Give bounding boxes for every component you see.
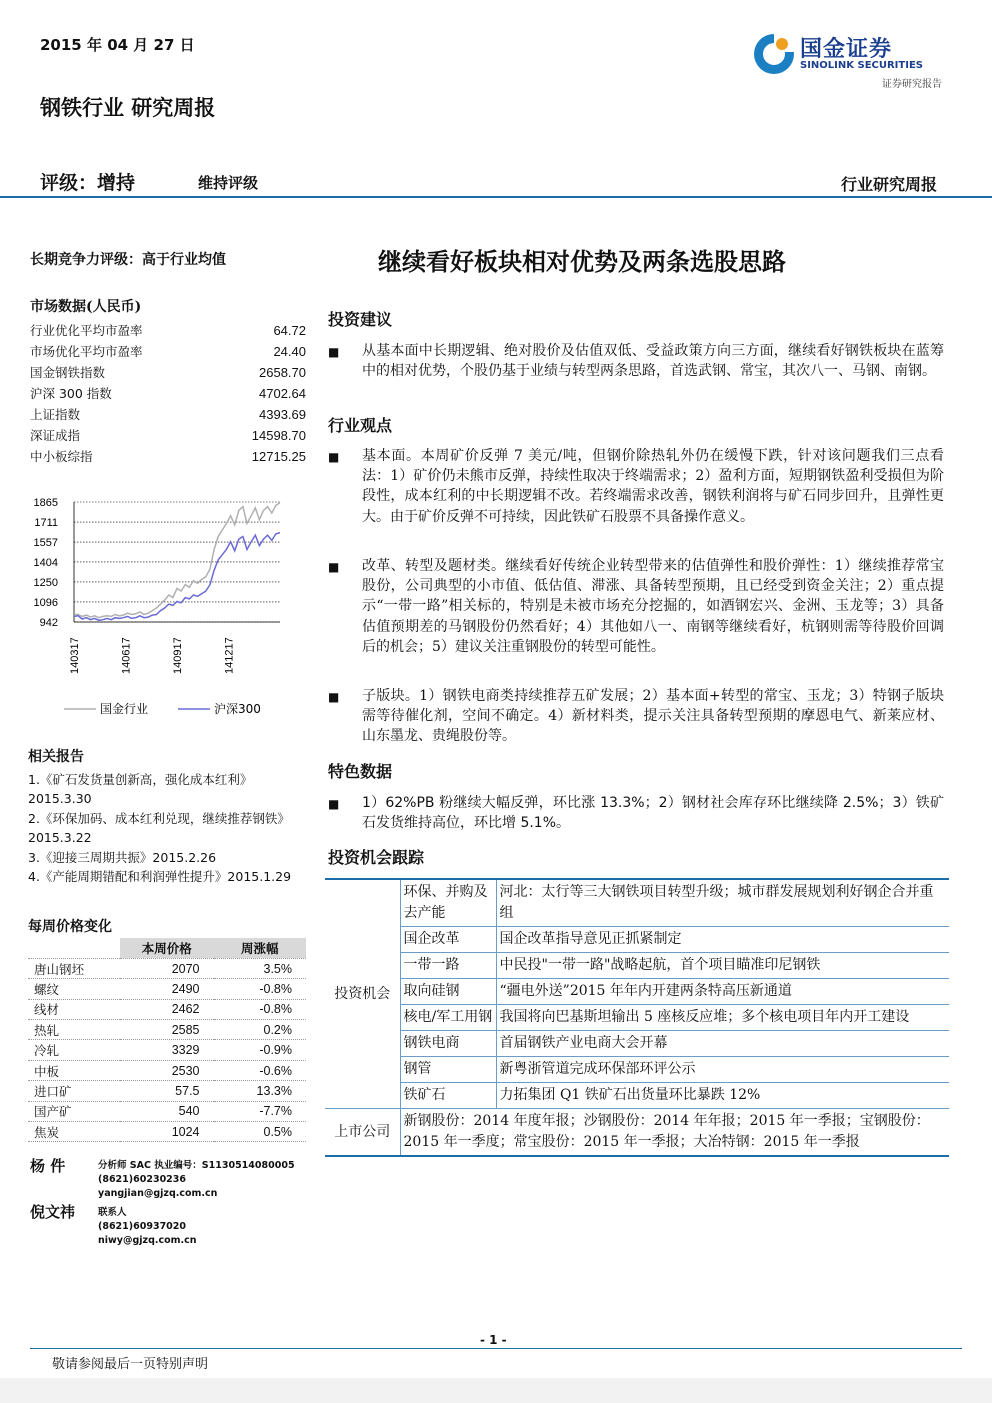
market-label: 行业优化平均市盈率 (30, 323, 143, 338)
market-row (30, 446, 306, 467)
related-item[interactable]: 1.《矿石发货量创新高，强化成本红利》2015.3.30 (28, 771, 253, 806)
index-chart (30, 490, 310, 730)
opportunity-topic: 一带一路 (400, 953, 496, 979)
market-label: 市场优化平均市盈率 (30, 344, 143, 359)
analyst-cert: 分析师 SAC 执业编号：S1130514080005 (98, 1160, 295, 1171)
analyst-name: 倪文祎 (30, 1203, 76, 1221)
opportunity-row (325, 1057, 949, 1083)
market-rows (30, 320, 306, 467)
market-value: 24.40 (273, 344, 306, 359)
related-item[interactable]: 3.《迎接三周期共振》2015.2.26 (28, 849, 217, 865)
price-row (28, 1040, 306, 1060)
y-tick-label: 1557 (33, 537, 58, 550)
price-item-name: 唐山钢坯 (28, 958, 120, 978)
price-value: 2530 (120, 1060, 214, 1080)
market-value: 4393.69 (259, 407, 306, 422)
header-divider (0, 196, 992, 198)
price-change: -0.9% (214, 1040, 306, 1060)
opportunity-detail: 新粤浙管道完成环保部环评公示 (496, 1057, 949, 1083)
listed-company-group: 上市公司 (325, 1109, 400, 1157)
market-value: 14598.70 (251, 428, 306, 443)
opportunity-topic: 环保、并购及去产能 (400, 879, 496, 927)
special-paragraph: 1）62%PB 粉继续大幅反弹，环比涨 13.3%；2）钢材社会库存环比继续降 2.5%；3）铁矿石发货维持高位，环比增 5.1%。 (362, 795, 944, 832)
view-paragraph-2: 改革、转型及题材类。继续看好传统企业转型带来的估值弹性和股价弹性：1）继续推荐常宝股份，公司典型的小市值、低估值、滞涨、具备转型预期，且已经受到资金关注；2）重点提示“一带一路”相关标的，特别是未被市场充分挖掘的，如酒钢宏兴、金洲、玉龙等；3）具备估值预期差的马钢股份仍然看好；4）其他如八一、南钢等继续看好，杭钢则需等待股价回调后的机会；5）建议关注重钢股份的转型可能性。 (362, 558, 944, 655)
price-heading: 每周价格变化 (28, 919, 112, 935)
opportunity-detail: 国企改革指导意见正抓紧制定 (496, 927, 949, 953)
price-row (28, 1081, 306, 1101)
y-tick-label: 1404 (33, 556, 58, 569)
price-change: -7.7% (214, 1101, 306, 1121)
opportunity-detail: 我国将向巴基斯坦输出 5 座核反应堆；多个核电项目年内开工建设 (496, 1005, 949, 1031)
series-line (74, 533, 280, 621)
price-item-name: 热轧 (28, 1020, 120, 1040)
opportunity-row (325, 979, 949, 1005)
main-title: 继续看好板块相对优势及两条选股思路 (378, 247, 786, 276)
listed-company-row (325, 1109, 949, 1157)
market-label: 中小板综指 (30, 449, 93, 464)
price-row (28, 958, 306, 978)
x-tick-label: 141217 (223, 637, 236, 674)
x-tick-label: 140917 (172, 637, 184, 674)
brand-logo (752, 30, 942, 92)
track-heading: 投资机会跟踪 (328, 848, 425, 867)
y-tick-label: 1865 (33, 497, 58, 509)
price-col-blank (28, 938, 120, 958)
price-row (28, 1060, 306, 1080)
bullet-icon: ■ (328, 690, 340, 704)
market-row (30, 320, 306, 341)
market-label: 深证成指 (30, 428, 81, 443)
market-row (30, 425, 306, 446)
price-row (28, 999, 306, 1019)
market-row (30, 362, 306, 383)
price-col-change: 周涨幅 (214, 938, 306, 958)
price-item-name: 国产矿 (28, 1101, 120, 1121)
price-row (28, 1101, 306, 1121)
opportunity-group: 投资机会 (325, 879, 400, 1109)
opportunity-row (325, 953, 949, 979)
analyst-name: 杨 件 (30, 1157, 66, 1175)
related-heading: 相关报告 (28, 749, 84, 765)
opportunity-topic: 取向硅钢 (400, 979, 496, 1005)
opportunity-topic: 钢铁电商 (400, 1031, 496, 1057)
brand-name-cn: 国金证券 (800, 37, 893, 62)
y-tick-label: 942 (39, 617, 58, 629)
price-change: 0.5% (214, 1122, 306, 1142)
opportunity-table (325, 878, 949, 1157)
opportunity-topic: 国企改革 (400, 927, 496, 953)
price-value: 2490 (120, 979, 214, 999)
market-label: 上证指数 (30, 407, 81, 422)
rating-keep: 维持评级 (198, 174, 259, 192)
opportunity-topic: 核电/军工用钢 (400, 1005, 496, 1031)
long-term-rating: 长期竞争力评级：高于行业均值 (30, 252, 226, 268)
market-label: 国金钢铁指数 (30, 365, 106, 380)
opportunity-detail: 中民投"一带一路"战略起航，首个项目瞄准印尼钢铁 (496, 953, 949, 979)
sector-title: 钢铁行业 研究周报 (40, 95, 216, 120)
price-change: 0.2% (214, 1020, 306, 1040)
price-value: 3329 (120, 1040, 214, 1060)
market-row (30, 383, 306, 404)
market-value: 4702.64 (259, 386, 306, 401)
market-value: 64.72 (273, 323, 306, 338)
bullet-icon: ■ (328, 797, 340, 811)
price-item-name: 线材 (28, 999, 120, 1019)
page-number: - 1 - (480, 1333, 507, 1347)
price-value: 2070 (120, 958, 214, 978)
opportunity-detail: “疆电外送”2015 年年内开建两条特高压新通道 (496, 979, 949, 1005)
related-reports (28, 748, 304, 887)
price-change: 13.3% (214, 1081, 306, 1101)
price-item-name: 冷轧 (28, 1040, 120, 1060)
bullet-icon: ■ (328, 450, 340, 464)
price-value: 57.5 (120, 1081, 214, 1101)
market-data (30, 296, 306, 467)
price-item-name: 螺纹 (28, 979, 120, 999)
footer-note: 敬请参阅最后一页特别声明 (52, 1357, 209, 1372)
related-item[interactable]: 2.《环保加码、成本红利兑现，继续推荐钢铁》2015.3.22 (28, 810, 290, 845)
analyst-2 (30, 1201, 75, 1222)
analyst-phone: (8621)60230236 (98, 1174, 187, 1185)
series-line (74, 503, 280, 618)
opportunity-detail: 首届钢铁产业电商大会开幕 (496, 1031, 949, 1057)
invest-heading: 投资建议 (328, 310, 393, 329)
view-paragraph-3: 子版块。1）钢铁电商类持续推荐五矿发展；2）基本面+转型的常宝、玉龙；3）特钢子版块需等待催化剂，空间不确定。4）新材料类，提示关注具备转型预期的摩恩电气、新莱应材、山东墨龙、贵绳股份等。 (362, 688, 944, 745)
market-row (30, 404, 306, 425)
opportunity-row (325, 927, 949, 953)
market-value: 12715.25 (251, 449, 306, 464)
y-tick-label: 1250 (33, 576, 58, 589)
analyst-phone: (8621)60937020 (98, 1221, 187, 1232)
x-tick-label: 140617 (120, 637, 133, 674)
x-tick-label: 140317 (69, 637, 81, 674)
price-change: 3.5% (214, 958, 306, 978)
opportunity-topic: 钢管 (400, 1057, 496, 1083)
price-change: -0.6% (214, 1060, 306, 1080)
analyst-email[interactable]: yangjian@gjzq.com.cn (98, 1188, 218, 1199)
analyst-1-info (98, 1159, 295, 1201)
market-value: 2658.70 (259, 365, 306, 380)
price-item-name: 进口矿 (28, 1081, 120, 1101)
legend-label: 国金行业 (100, 702, 149, 716)
analyst-1 (30, 1155, 65, 1176)
market-label: 沪深 300 指数 (30, 386, 112, 401)
bullet-icon: ■ (328, 345, 340, 359)
analyst-role: 联系人 (98, 1207, 127, 1218)
market-row (30, 341, 306, 362)
opportunity-row (325, 1083, 949, 1109)
footer-divider (30, 1348, 962, 1349)
report-type: 行业研究周报 (840, 175, 937, 194)
listed-company-detail: 新钢股份：2014 年度年报；沙钢股份：2014 年年报；2015 年一季报；宝钢股份：2015 年一季度；常宝股份：2015 年一季报；大冶特钢：2015 年一季报 (400, 1109, 949, 1157)
price-item-name: 中板 (28, 1060, 120, 1080)
price-change: -0.8% (214, 979, 306, 999)
price-value: 2462 (120, 999, 214, 1019)
footer-band (0, 1378, 992, 1403)
price-value: 1024 (120, 1122, 214, 1142)
related-item[interactable]: 4.《产能周期错配和利润弹性提升》2015.1.29 (28, 869, 292, 884)
report-date: 2015 年 04 月 27 日 (40, 36, 195, 54)
analyst-email[interactable]: niwy@gjzq.com.cn (98, 1235, 197, 1246)
brand-name-en: SINOLINK SECURITIES (800, 60, 923, 71)
market-heading: 市场数据(人民币) (30, 299, 142, 315)
opportunity-row (325, 879, 949, 927)
price-value: 540 (120, 1101, 214, 1121)
invest-paragraph: 从基本面中长期逻辑、绝对股价及估值双低、受益政策方向三方面，继续看好钢铁板块在蓝筹中的相对优势，个股仍基于业绩与转型两条思路，首选武钢、常宝，其次八一、马钢、南钢。 (362, 343, 944, 380)
view-heading: 行业观点 (328, 416, 393, 435)
price-value: 2585 (120, 1020, 214, 1040)
opportunity-row (325, 1031, 949, 1057)
analyst-2-info (98, 1206, 197, 1248)
brand-logo-icon (752, 32, 796, 76)
price-change: -0.8% (214, 999, 306, 1019)
bullet-icon: ■ (328, 560, 340, 574)
view-paragraph-1: 基本面。本周矿价反弹 7 美元/吨，但钢价除热轧外仍在缓慢下跌，针对该问题我们三点看法：1）矿价仍未熊市反弹，持续性取决于终端需求；2）盈利方面，短期钢铁盈利受损但为阶段性，成本红利的中长期逻辑不改。若终端需求改善，钢铁利润将与矿石同步回升，且弹性更大。由于矿价反弹不可持续，因此铁矿石股票不具备操作意义。 (362, 448, 944, 525)
y-tick-label: 1096 (33, 596, 58, 609)
price-row (28, 1122, 306, 1142)
price-row (28, 1020, 306, 1040)
opportunity-detail: 力拓集团 Q1 铁矿石出货量环比暴跌 12% (496, 1083, 949, 1109)
opportunity-row (325, 1005, 949, 1031)
y-tick-label: 1711 (34, 517, 58, 530)
legend-label: 沪深300 (214, 702, 261, 716)
special-heading: 特色数据 (328, 762, 393, 781)
price-col-price: 本周价格 (120, 938, 214, 958)
price-item-name: 焦炭 (28, 1122, 120, 1142)
opportunity-topic: 铁矿石 (400, 1083, 496, 1109)
price-row (28, 979, 306, 999)
rating-label: 评级：增持 (40, 172, 136, 194)
opportunity-detail: 河北：太行等三大钢铁项目转型升级；城市群发展规划利好钢企合并重组 (496, 879, 949, 927)
price-table (28, 938, 306, 1142)
brand-subtitle: 证券研究报告 (882, 79, 942, 90)
